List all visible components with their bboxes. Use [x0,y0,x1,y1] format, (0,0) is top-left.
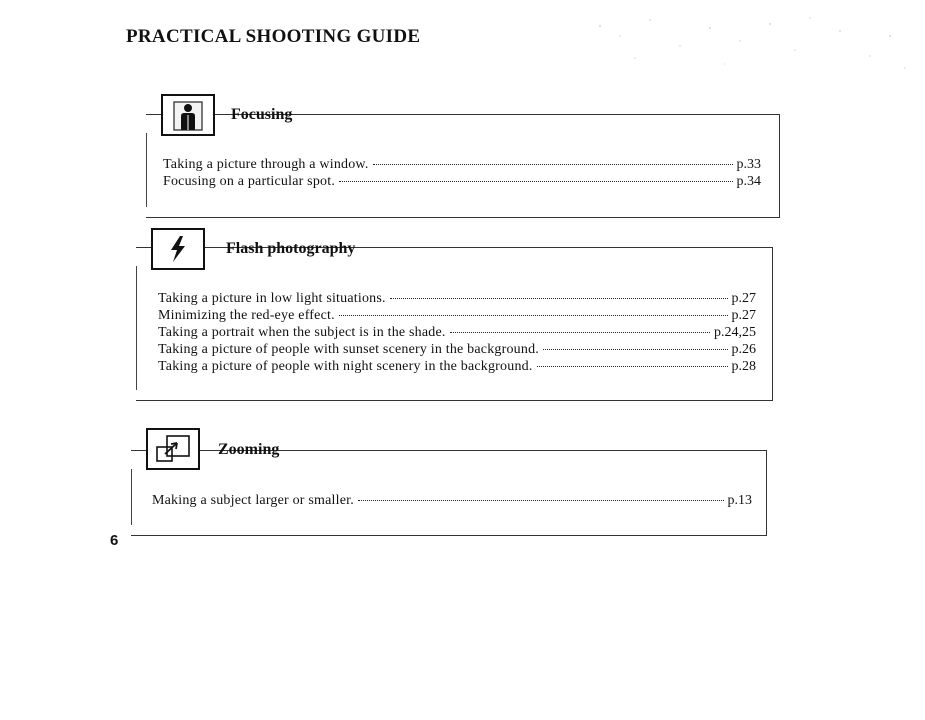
zoom-icon [146,428,200,470]
leader-dots [358,499,724,501]
entry-page: p.13 [727,493,752,508]
entry-label: Taking a picture through a window. [163,157,369,172]
entry-label: Making a subject larger or smaller. [152,493,354,508]
leader-dots [537,365,728,367]
entry-list [152,492,752,509]
scan-noise [540,6,920,86]
leader-dots [450,331,710,333]
entry-page: p.27 [731,308,756,323]
entry-page: p.28 [731,359,756,374]
section-title: Focusing [231,106,293,123]
page-title: PRACTICAL SHOOTING GUIDE [126,26,421,47]
section-title: Zooming [218,441,280,458]
entry-label: Minimizing the red-eye effect. [158,308,335,323]
section-title: Flash photography [226,240,356,257]
entry-page: p.24,25 [714,325,756,340]
entry-list [158,290,756,375]
leader-dots [339,314,728,316]
flash-icon [151,228,205,270]
list-item [163,156,761,173]
list-item [158,341,756,358]
list-item [152,492,752,509]
entry-label: Taking a picture of people with night scenery in the background. [158,359,533,374]
list-item [158,290,756,307]
list-item [158,307,756,324]
entry-page: p.33 [736,157,761,172]
list-item [163,173,761,190]
entry-page: p.27 [731,291,756,306]
leader-dots [390,297,728,299]
entry-page: p.34 [736,174,761,189]
leader-dots [543,348,728,350]
entry-label: Focusing on a particular spot. [163,174,336,189]
list-item [158,358,756,375]
entry-label: Taking a portrait when the subject is in the shade. [158,325,446,340]
page-number: 6 [110,532,119,549]
leader-dots [373,163,733,165]
entry-label: Taking a picture in low light situations. [158,291,386,306]
entry-label: Taking a picture of people with sunset scenery in the background. [158,342,539,357]
leader-dots [339,180,732,182]
list-item [158,324,756,341]
person-icon [161,94,215,136]
entry-page: p.26 [731,342,756,357]
entry-list [163,156,761,190]
